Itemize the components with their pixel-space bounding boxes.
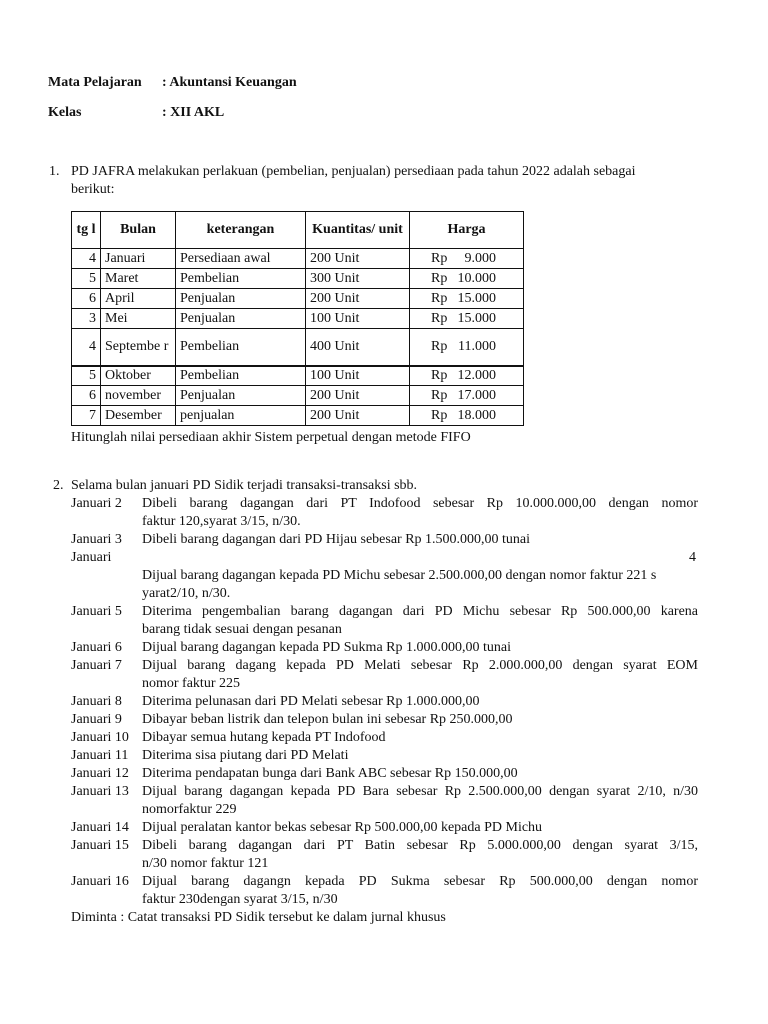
transaction-text: nomor faktur 225 [142, 676, 240, 691]
transaction-date: Januari 12 [71, 766, 129, 781]
transaction-text: Diterima pelunasan dari PD Melati sebesar Rp 1.000.000,00 [142, 694, 480, 709]
cell-kuantitas: 300 Unit [306, 269, 410, 289]
table-row [72, 289, 524, 309]
question-2-instruction: Diminta : Catat transaksi PD Sidik tersebut ke dalam jurnal khusus [71, 910, 446, 925]
cell-harga [410, 269, 524, 289]
cell-tgl: 5 [72, 366, 101, 386]
transaction-text: Dijual barang dagangan kepada PD Bara sebesar Rp 2.500.000,00 dengan syarat 2/10, n/30 [142, 784, 698, 799]
cell-kuantitas: 200 Unit [306, 249, 410, 269]
header-bulan: Bulan [101, 212, 176, 249]
cell-keterangan: Pembelian [176, 329, 306, 366]
currency-label: Rp [431, 407, 448, 423]
question-1-text-line2: berikut: [71, 182, 115, 197]
transaction-text: Dijual barang dagangan kepada PD Sukma Rp 1.000.000,00 tunai [142, 640, 511, 655]
price-amount: 9.000 [464, 250, 496, 266]
cell-kuantitas: 400 Unit [306, 329, 410, 366]
currency-label: Rp [431, 338, 448, 354]
transaction-date: Januari 9 [71, 712, 122, 727]
cell-kuantitas: 100 Unit [306, 366, 410, 386]
price-amount: 15.000 [457, 290, 496, 306]
transaction-date: Januari 14 [71, 820, 129, 835]
transaction-text: Diterima pendapatan bunga dari Bank ABC sebesar Rp 150.000,00 [142, 766, 518, 781]
table-row [72, 406, 524, 426]
table-row [72, 329, 524, 366]
table-header-row [72, 212, 524, 249]
question-1-text-line1: PD JAFRA melakukan perlakuan (pembelian, penjualan) persediaan pada tahun 2022 adalah sebagai [71, 164, 636, 179]
table-row [72, 386, 524, 406]
transaction-text: faktur 120,syarat 3/15, n/30. [142, 514, 301, 529]
transaction-date: Januari 15 [71, 838, 129, 853]
currency-label: Rp [431, 250, 448, 266]
question-2-intro: Selama bulan januari PD Sidik terjadi transaksi-transaksi sbb. [71, 478, 418, 493]
question-2-number: 2. [53, 478, 64, 493]
currency-label: Rp [431, 387, 448, 403]
table-row [72, 366, 524, 386]
currency-label: Rp [431, 270, 448, 286]
cell-harga [410, 386, 524, 406]
price-amount: 11.000 [458, 338, 496, 354]
class-label: Kelas [48, 105, 82, 120]
cell-harga [410, 406, 524, 426]
transaction-date: Januari 11 [71, 748, 129, 763]
header-kuantitas: Kuantitas/ unit [306, 212, 410, 249]
transaction-text: Dibeli barang dagangan dari PT Batin sebesar Rp 5.000.000,00 dengan syarat 3/15, [142, 838, 698, 853]
cell-keterangan: Penjualan [176, 289, 306, 309]
inventory-table [71, 211, 524, 426]
cell-tgl: 4 [72, 249, 101, 269]
transaction-date: Januari [71, 550, 112, 565]
cell-bulan: Septembe r [101, 329, 176, 366]
transaction-date: Januari 8 [71, 694, 122, 709]
cell-keterangan: Persediaan awal [176, 249, 306, 269]
transaction-text: Diterima pengembalian barang dagangan dari PD Michu sebesar Rp 500.000,00 karena [142, 604, 698, 619]
cell-bulan: november [101, 386, 176, 406]
cell-harga [410, 309, 524, 329]
transaction-text: Dijual barang dagang kepada PD Melati sebesar Rp 2.000.000,00 dengan syarat EOM [142, 658, 698, 673]
header-harga: Harga [410, 212, 524, 249]
transaction-text: Diterima sisa piutang dari PD Melati [142, 748, 349, 763]
cell-tgl: 5 [72, 269, 101, 289]
cell-keterangan: Pembelian [176, 366, 306, 386]
cell-tgl: 4 [72, 329, 101, 366]
transaction-date: Januari 10 [71, 730, 129, 745]
subject-label: Mata Pelajaran [48, 75, 142, 90]
price-amount: 17.000 [457, 387, 496, 403]
cell-tgl: 3 [72, 309, 101, 329]
transaction-date: Januari 2 [71, 496, 122, 511]
transaction-date: Januari 5 [71, 604, 122, 619]
currency-label: Rp [431, 310, 448, 326]
header-keterangan: keterangan [176, 212, 306, 249]
cell-bulan: Oktober [101, 366, 176, 386]
subject-value: : Akuntansi Keuangan [162, 75, 297, 90]
cell-keterangan: penjualan [176, 406, 306, 426]
transaction-date: Januari 7 [71, 658, 122, 673]
cell-kuantitas: 200 Unit [306, 386, 410, 406]
transaction-date-suffix: 4 [689, 550, 696, 565]
cell-bulan: Maret [101, 269, 176, 289]
table-row [72, 269, 524, 289]
cell-keterangan: Penjualan [176, 309, 306, 329]
transaction-text: nomorfaktur 229 [142, 802, 237, 817]
cell-harga [410, 249, 524, 269]
cell-bulan: Mei [101, 309, 176, 329]
transaction-date: Januari 13 [71, 784, 129, 799]
cell-bulan: April [101, 289, 176, 309]
transaction-text: Dibeli barang dagangan dari PT Indofood sebesar Rp 10.000.000,00 dengan nomor [142, 496, 698, 511]
cell-kuantitas: 200 Unit [306, 289, 410, 309]
cell-bulan: Januari [101, 249, 176, 269]
transaction-text: n/30 nomor faktur 121 [142, 856, 269, 871]
cell-bulan: Desember [101, 406, 176, 426]
transaction-date: Januari 3 [71, 532, 122, 547]
transaction-text: Dibayar semua hutang kepada PT Indofood [142, 730, 386, 745]
cell-harga [410, 366, 524, 386]
price-amount: 12.000 [457, 367, 496, 383]
cell-harga [410, 329, 524, 366]
transaction-text: Dijual barang dagangan kepada PD Michu sebesar 2.500.000,00 dengan nomor faktur 221 s [142, 568, 657, 583]
transaction-text: yarat2/10, n/30. [142, 586, 231, 601]
table-row [72, 249, 524, 269]
cell-keterangan: Pembelian [176, 269, 306, 289]
transaction-text: Dijual peralatan kantor bekas sebesar Rp 500.000,00 kepada PD Michu [142, 820, 543, 835]
price-amount: 15.000 [457, 310, 496, 326]
transaction-text: Dibayar beban listrik dan telepon bulan ini sebesar Rp 250.000,00 [142, 712, 513, 727]
cell-tgl: 7 [72, 406, 101, 426]
class-value: : XII AKL [162, 105, 225, 120]
transaction-text: Dijual barang dagangn kepada PD Sukma sebesar Rp 500.000,00 dengan nomor [142, 874, 698, 889]
cell-keterangan: Penjualan [176, 386, 306, 406]
cell-harga [410, 289, 524, 309]
cell-kuantitas: 100 Unit [306, 309, 410, 329]
transaction-text: faktur 230dengan syarat 3/15, n/30 [142, 892, 338, 907]
transaction-text: Dibeli barang dagangan dari PD Hijau sebesar Rp 1.500.000,00 tunai [142, 532, 531, 547]
price-amount: 10.000 [457, 270, 496, 286]
question-1-instruction: Hitunglah nilai persediaan akhir Sistem perpetual dengan metode FIFO [71, 430, 471, 445]
transaction-text: barang tidak sesuai dengan pesanan [142, 622, 342, 637]
transaction-date: Januari 6 [71, 640, 122, 655]
currency-label: Rp [431, 367, 448, 383]
transaction-date: Januari 16 [71, 874, 129, 889]
cell-tgl: 6 [72, 289, 101, 309]
cell-tgl: 6 [72, 386, 101, 406]
currency-label: Rp [431, 290, 448, 306]
header-tgl: tg l [72, 212, 101, 249]
price-amount: 18.000 [457, 407, 496, 423]
question-1-number: 1. [49, 164, 60, 179]
table-row [72, 309, 524, 329]
cell-kuantitas: 200 Unit [306, 406, 410, 426]
